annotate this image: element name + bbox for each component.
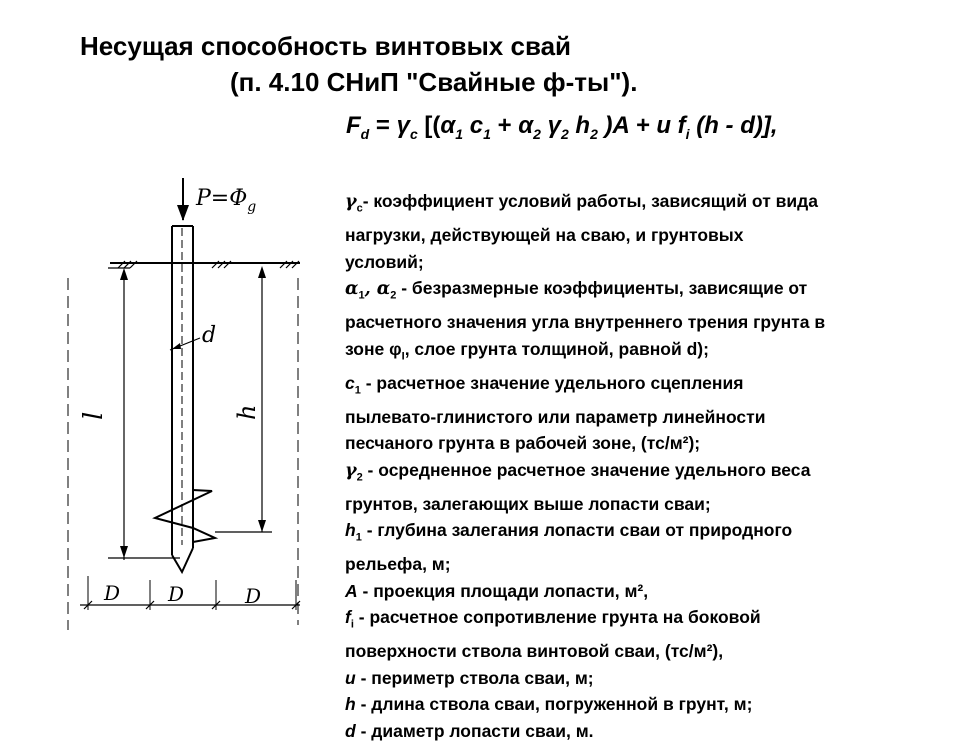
legend-symbol-sub: I	[402, 350, 405, 362]
legend-text: пылевато-глинистого или параметр линейности	[345, 407, 766, 427]
dim-D-label-right: D	[244, 584, 261, 608]
legend-text: - расчетное сопротивление грунта на боковой	[354, 607, 761, 627]
legend-symbol: α	[345, 279, 358, 299]
formula-h2-sub: 2	[590, 126, 598, 142]
dim-l-arrow-top	[120, 268, 128, 280]
legend-text: условий;	[345, 252, 424, 272]
formula-alpha1: α	[440, 112, 455, 139]
legend-row	[345, 457, 945, 491]
legend-text: - длина ствола сваи, погруженной в грунт, м;	[356, 694, 753, 714]
screw-pile-drawing	[0, 0, 340, 720]
formula-area-term: )A + u f	[598, 112, 686, 139]
dim-h-arrow-bottom	[258, 520, 266, 532]
load-arrow-head	[177, 205, 189, 221]
legend-symbol-sub: 1	[358, 290, 364, 302]
legend-row	[345, 578, 945, 605]
legend-symbol-sub: i	[351, 619, 354, 631]
legend-text: - диаметр лопасти сваи, м.	[356, 721, 594, 741]
legend-symbol: u	[345, 668, 356, 688]
title-line-2: (п. 4.10 СНиП "Свайные ф-ты").	[80, 64, 637, 100]
legend-text: - расчетное значение удельного сцепления	[361, 373, 744, 393]
formula-tail: (h - d)],	[690, 112, 778, 139]
formula-gamma-c: γ	[397, 112, 410, 139]
legend-symbol: f	[345, 607, 351, 627]
legend-symbol: h	[345, 694, 356, 714]
capacity-formula	[346, 112, 778, 142]
legend-text: - глубина залегания лопасти сваи от природного	[362, 520, 792, 540]
legend-row	[345, 551, 945, 578]
legend-text: расчетного значения угла внутреннего трения грунта в	[345, 312, 825, 332]
legend-symbol-sub: 2	[390, 290, 396, 302]
dim-l-arrow-bottom	[120, 546, 128, 558]
legend-text: грунтов, залегающих выше лопасти сваи;	[345, 494, 711, 514]
legend-row	[345, 336, 945, 370]
formula-c1-sub: 1	[483, 126, 491, 142]
legend-text: - периметр ствола сваи, м;	[356, 668, 594, 688]
legend-symbol: d	[345, 721, 356, 741]
formula-alpha2: α	[518, 112, 533, 139]
legend-row	[345, 370, 945, 404]
formula-gamma2-sub: 2	[561, 126, 569, 142]
symbol-legend	[345, 188, 945, 744]
dim-l-label: l	[79, 412, 109, 420]
legend-text: рельефа, м;	[345, 554, 451, 574]
legend-text: нагрузки, действующей на сваю, и грунтовых	[345, 225, 743, 245]
formula-h2: h	[569, 112, 590, 139]
screw-blade	[155, 490, 215, 542]
legend-row	[345, 517, 945, 551]
pile-tip	[172, 548, 193, 572]
legend-row	[345, 309, 945, 336]
formula-c1: c	[463, 112, 483, 139]
formula-alpha1-sub: 1	[455, 126, 463, 142]
formula-fd-sub: d	[361, 126, 370, 142]
dim-d-label: d	[202, 323, 216, 348]
formula-fd: F	[346, 112, 361, 139]
legend-symbol: c	[345, 373, 355, 393]
legend-text: - осредненное расчетное значение удельного веса	[363, 460, 811, 480]
dim-h-label: h	[233, 405, 261, 420]
dim-D-label-left: D	[103, 581, 120, 605]
legend-row	[345, 718, 945, 744]
legend-text: - коэффициент условий работы, зависящий от вида	[363, 191, 818, 211]
legend-row	[345, 275, 945, 309]
legend-text: зоне φ	[345, 339, 402, 359]
legend-symbol-sub: c	[357, 203, 363, 215]
legend-row	[345, 491, 945, 518]
dim-h-arrow-top	[258, 266, 266, 278]
formula-gamma2: γ	[541, 112, 561, 139]
legend-text: песчаного грунта в рабочей зоне, (тс/м²);	[345, 433, 700, 453]
formula-open-bracket: [(	[418, 112, 441, 139]
legend-symbol: γ	[345, 192, 357, 212]
legend-symbol: γ	[345, 461, 357, 481]
formula-alpha2-sub: 2	[533, 126, 541, 142]
legend-symbol: h	[345, 520, 356, 540]
legend-row	[345, 638, 945, 665]
legend-row	[345, 188, 945, 222]
formula-eq: =	[369, 112, 396, 139]
legend-symbol-sub: 1	[356, 532, 362, 544]
legend-symbol-sub: 2	[357, 471, 363, 483]
legend-row	[345, 430, 945, 457]
legend-text: , слое грунта толщиной, равной d);	[405, 339, 709, 359]
legend-symbol: A	[345, 581, 358, 601]
legend-symbol: , α	[365, 279, 391, 299]
legend-text: - проекция площади лопасти, м²,	[358, 581, 648, 601]
load-label: $P=\Phi_g$	[195, 186, 256, 215]
legend-row	[345, 249, 945, 276]
formula-fi-sub: i	[686, 126, 690, 142]
legend-text: поверхности ствола винтовой сваи, (тс/м²),	[345, 641, 723, 661]
legend-row	[345, 665, 945, 692]
legend-row	[345, 222, 945, 249]
legend-text: - безразмерные коэффициенты, зависящие от	[396, 278, 807, 298]
formula-gamma-c-sub: c	[410, 126, 418, 142]
dim-d-arrow	[172, 343, 181, 349]
formula-plus: +	[491, 112, 518, 139]
title-line-1: Несущая способность винтовых свай	[80, 31, 571, 61]
dim-D-label-center: D	[167, 582, 184, 606]
legend-symbol-sub: 1	[355, 384, 361, 396]
legend-row	[345, 691, 945, 718]
legend-row	[345, 604, 945, 638]
legend-row	[345, 404, 945, 431]
